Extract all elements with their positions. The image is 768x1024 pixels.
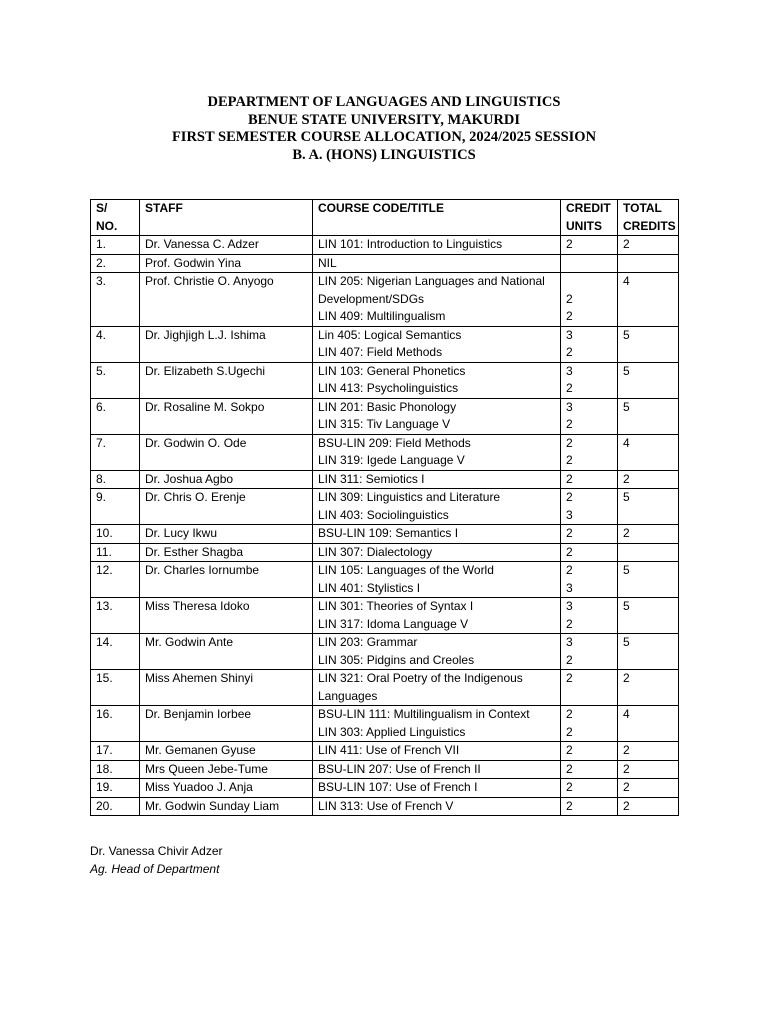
credit-units-cell <box>561 706 618 742</box>
course-cell <box>313 670 561 706</box>
staff-name-cell: Miss Ahemen Shinyi <box>140 670 313 706</box>
staff-name-cell: Miss Theresa Idoko <box>140 598 313 634</box>
credit-unit-value: 2 <box>566 526 573 540</box>
serial-number-cell: 8. <box>91 470 140 489</box>
course-title: LIN 305: Pidgins and Creoles <box>318 652 475 667</box>
course-title: LIN 407: Field Methods <box>318 345 443 359</box>
course-cell <box>313 489 561 525</box>
serial-number-cell: 12. <box>91 562 140 598</box>
course-cell <box>313 706 561 742</box>
credit-unit-value: 2 <box>566 345 573 359</box>
course-title: LIN 307: Dialectology <box>318 544 433 559</box>
staff-name-cell: Mr. Gemanen Gyuse <box>140 742 313 761</box>
serial-number-cell: 11. <box>91 543 140 562</box>
staff-name-cell: Dr. Lucy Ikwu <box>140 525 313 544</box>
allocation-title: FIRST SEMESTER COURSE ALLOCATION, 2024/2025 SESSION <box>171 129 597 146</box>
staff-name-cell: Prof. Godwin Yina <box>140 254 313 273</box>
serial-number-cell: 17. <box>91 742 140 761</box>
credit-unit-value: 2 <box>566 544 573 559</box>
credit-unit-value: 2 <box>566 780 573 794</box>
credit-units-cell <box>561 562 618 598</box>
staff-name-cell: Miss Yuadoo J. Anja <box>140 779 313 798</box>
course-title: LIN 413: Psycholinguistics <box>318 381 459 395</box>
course-cell <box>313 634 561 670</box>
table-row <box>91 742 679 761</box>
course-cell <box>313 326 561 362</box>
credit-unit-value: 2 <box>566 743 573 757</box>
course-title: LIN 321: Oral Poetry of the Indigenous <box>318 671 523 685</box>
total-credits-cell: 2 <box>618 236 679 255</box>
credit-units-cell <box>561 326 618 362</box>
total-credits-cell: 2 <box>618 670 679 706</box>
credit-unit-value: 2 <box>566 798 573 813</box>
staff-name-cell: Dr. Vanessa C. Adzer <box>140 236 313 255</box>
credit-units-cell <box>561 670 618 706</box>
course-title: BSU-LIN 107: Use of French I <box>318 780 478 794</box>
course-title: BSU-LIN 209: Field Methods <box>318 435 471 450</box>
document-header <box>0 94 768 164</box>
credit-unit-value: 2 <box>566 707 573 721</box>
table-row <box>91 236 679 255</box>
credit-units-cell <box>561 434 618 470</box>
serial-number-cell: 6. <box>91 398 140 434</box>
credit-units-cell <box>561 470 618 489</box>
credit-units-cell <box>561 362 618 398</box>
credit-units-cell <box>561 779 618 798</box>
course-title: LIN 201: Basic Phonology <box>318 399 457 414</box>
credit-units-cell <box>561 273 618 327</box>
total-credits-cell: 2 <box>618 797 679 816</box>
signatory-role: Ag. Head of Department <box>90 862 220 876</box>
total-credits-cell: 2 <box>618 779 679 798</box>
table-row <box>91 525 679 544</box>
staff-name-cell: Mr. Godwin Sunday Liam <box>140 797 313 816</box>
credit-unit-value: 3 <box>566 363 573 378</box>
course-cell <box>313 273 561 327</box>
credit-unit-value <box>566 688 612 706</box>
programme-title: B. A. (HONS) LINGUISTICS <box>292 146 476 163</box>
course-title: LIN 319: Igede Language V <box>318 453 465 467</box>
total-credits-header <box>618 200 679 236</box>
serial-number-cell: 16. <box>91 706 140 742</box>
table-row <box>91 797 679 816</box>
course-title: BSU-LIN 207: Use of French II <box>318 761 481 776</box>
total-credits-cell: 4 <box>618 273 679 327</box>
credit-units-cell <box>561 236 618 255</box>
staff-name-cell: Dr. Elizabeth S.Ugechi <box>140 362 313 398</box>
credit-unit-value: 2 <box>566 471 573 486</box>
course-title: Languages <box>318 688 378 703</box>
university-title: BENUE STATE UNIVERSITY, MAKURDI <box>247 111 521 128</box>
course-cell <box>313 779 561 798</box>
course-title: LIN 401: Stylistics I <box>318 580 421 595</box>
course-title: LIN 313: Use of French V <box>318 798 454 813</box>
total-credits-cell <box>618 543 679 562</box>
course-title: BSU-LIN 109: Semantics I <box>318 526 459 540</box>
total-credits-cell: 4 <box>618 706 679 742</box>
course-cell <box>313 470 561 489</box>
staff-name-cell: Dr. Esther Shagba <box>140 543 313 562</box>
serial-number-cell: 1. <box>91 236 140 255</box>
course-title: BSU-LIN 111: Multilingualism in Context <box>318 707 530 721</box>
course-title: LIN 311: Semiotics I <box>318 471 425 486</box>
serial-number-cell: 14. <box>91 634 140 670</box>
total-credits-header-line: CREDITS <box>623 218 676 233</box>
course-title: LIN 409: Multilingualism <box>318 309 446 323</box>
serial-number-cell: 18. <box>91 760 140 779</box>
table-row <box>91 543 679 562</box>
credit-unit-value: 2 <box>566 453 573 467</box>
course-cell <box>313 236 561 255</box>
course-cell <box>313 598 561 634</box>
serial-number-cell: 4. <box>91 326 140 362</box>
course-title: LIN 101: Introduction to Linguistics <box>318 237 503 251</box>
credit-units-cell <box>561 742 618 761</box>
credit-unit-value: 2 <box>566 490 573 504</box>
credit-unit-value <box>566 255 612 273</box>
credit-unit-value: 3 <box>566 635 573 649</box>
course-title: LIN 103: General Phonetics <box>318 363 466 378</box>
table-row <box>91 706 679 742</box>
staff-name-cell: Dr. Jighjigh L.J. Ishima <box>140 326 313 362</box>
staff-name-cell: Dr. Charles Iornumbe <box>140 562 313 598</box>
course-cell <box>313 398 561 434</box>
course-cell <box>313 797 561 816</box>
serial-number-cell: 5. <box>91 362 140 398</box>
table-row <box>91 398 679 434</box>
credit-unit-value: 3 <box>566 580 573 595</box>
course-title: LIN 105: Languages of the World <box>318 563 494 577</box>
course-cell <box>313 562 561 598</box>
staff-name-cell: Prof. Christie O. Anyogo <box>140 273 313 327</box>
course-cell <box>313 543 561 562</box>
staff-name-cell: Dr. Chris O. Erenje <box>140 489 313 525</box>
course-cell <box>313 362 561 398</box>
course-cell <box>313 254 561 273</box>
signatory-name: Dr. Vanessa Chivir Adzer <box>90 844 223 858</box>
credit-units-cell <box>561 760 618 779</box>
credit-unit-value: 2 <box>566 652 573 667</box>
credit-unit-value <box>566 273 612 291</box>
table-row <box>91 326 679 362</box>
table-header-row <box>91 200 679 236</box>
credit-units-cell <box>561 398 618 434</box>
credit-unit-value: 2 <box>566 616 573 631</box>
credit-units-cell <box>561 797 618 816</box>
serial-number-cell: 10. <box>91 525 140 544</box>
credit-unit-value: 3 <box>566 599 573 613</box>
course-cell <box>313 760 561 779</box>
table-row <box>91 362 679 398</box>
total-credits-cell: 5 <box>618 326 679 362</box>
table-row <box>91 670 679 706</box>
total-credits-cell: 2 <box>618 470 679 489</box>
staff-name-cell: Mrs Queen Jebe-Tume <box>140 760 313 779</box>
total-credits-cell: 5 <box>618 634 679 670</box>
sn-header-line: NO. <box>96 218 118 233</box>
credit-units-cell <box>561 489 618 525</box>
staff-name-cell: Dr. Benjamin Iorbee <box>140 706 313 742</box>
total-credits-cell: 5 <box>618 398 679 434</box>
serial-number-cell: 3. <box>91 273 140 327</box>
course-title: LIN 315: Tiv Language V <box>318 417 451 431</box>
course-title: LIN 203: Grammar <box>318 635 418 649</box>
course-cell <box>313 742 561 761</box>
table-body <box>91 236 679 816</box>
serial-number-cell: 13. <box>91 598 140 634</box>
total-credits-cell: 5 <box>618 562 679 598</box>
credit-unit-value: 2 <box>566 563 573 577</box>
course-title: LIN 411: Use of French VII <box>318 743 460 757</box>
table-row <box>91 273 679 327</box>
credit-units-cell <box>561 598 618 634</box>
sn-header-line: S/ <box>96 201 108 215</box>
total-credits-cell: 2 <box>618 742 679 761</box>
credit-unit-value: 2 <box>566 417 573 431</box>
course-title: Lin 405: Logical Semantics <box>318 327 462 342</box>
table-row <box>91 760 679 779</box>
course-allocation-table <box>90 199 679 816</box>
course-title: LIN 301: Theories of Syntax I <box>318 599 474 613</box>
course-title: LIN 403: Sociolinguistics <box>318 507 449 522</box>
staff-header: STAFF <box>140 200 313 236</box>
course-title: NIL <box>318 255 337 270</box>
total-credits-cell: 4 <box>618 434 679 470</box>
serial-number-cell: 7. <box>91 434 140 470</box>
course-header: COURSE CODE/TITLE <box>313 200 561 236</box>
course-cell <box>313 525 561 544</box>
credit-unit-value: 2 <box>566 309 573 323</box>
credit-unit-value: 3 <box>566 327 573 342</box>
credit-units-header <box>561 200 618 236</box>
staff-name-cell: Mr. Godwin Ante <box>140 634 313 670</box>
serial-number-cell: 15. <box>91 670 140 706</box>
credit-units-header-line: UNITS <box>566 218 602 233</box>
credit-units-cell <box>561 254 618 273</box>
credit-unit-value: 2 <box>566 761 573 776</box>
total-credits-cell: 2 <box>618 525 679 544</box>
credit-unit-value: 2 <box>566 237 573 251</box>
course-title: LIN 317: Idoma Language V <box>318 616 469 631</box>
signature-block <box>90 842 223 878</box>
sn-header <box>91 200 140 236</box>
credit-unit-value: 2 <box>566 435 573 450</box>
course-title: LIN 205: Nigerian Languages and National <box>318 274 545 288</box>
table-row <box>91 470 679 489</box>
total-credits-header-line: TOTAL <box>623 201 662 215</box>
serial-number-cell: 9. <box>91 489 140 525</box>
credit-unit-value: 2 <box>566 671 573 685</box>
department-title: DEPARTMENT OF LANGUAGES AND LINGUISTICS <box>207 94 561 110</box>
total-credits-cell: 2 <box>618 760 679 779</box>
course-title: Development/SDGs <box>318 291 425 306</box>
credit-units-header-line: CREDIT <box>566 201 611 215</box>
table-row <box>91 562 679 598</box>
total-credits-cell: 5 <box>618 362 679 398</box>
credit-units-cell <box>561 525 618 544</box>
table-row <box>91 434 679 470</box>
credit-unit-value: 2 <box>566 724 573 739</box>
serial-number-cell: 20. <box>91 797 140 816</box>
total-credits-cell <box>618 254 679 273</box>
table-row <box>91 254 679 273</box>
credit-unit-value: 3 <box>566 507 573 522</box>
serial-number-cell: 2. <box>91 254 140 273</box>
course-cell <box>313 434 561 470</box>
course-title: LIN 309: Linguistics and Literature <box>318 490 501 504</box>
table-row <box>91 779 679 798</box>
table-row <box>91 634 679 670</box>
credit-unit-value: 3 <box>566 399 573 414</box>
staff-name-cell: Dr. Rosaline M. Sokpo <box>140 398 313 434</box>
total-credits-cell: 5 <box>618 489 679 525</box>
credit-unit-value: 2 <box>566 291 573 306</box>
credit-units-cell <box>561 634 618 670</box>
table-row <box>91 598 679 634</box>
staff-name-cell: Dr. Godwin O. Ode <box>140 434 313 470</box>
staff-name-cell: Dr. Joshua Agbo <box>140 470 313 489</box>
course-title: LIN 303: Applied Linguistics <box>318 724 466 739</box>
table-row <box>91 489 679 525</box>
credit-unit-value: 2 <box>566 381 573 395</box>
credit-units-cell <box>561 543 618 562</box>
serial-number-cell: 19. <box>91 779 140 798</box>
total-credits-cell: 5 <box>618 598 679 634</box>
